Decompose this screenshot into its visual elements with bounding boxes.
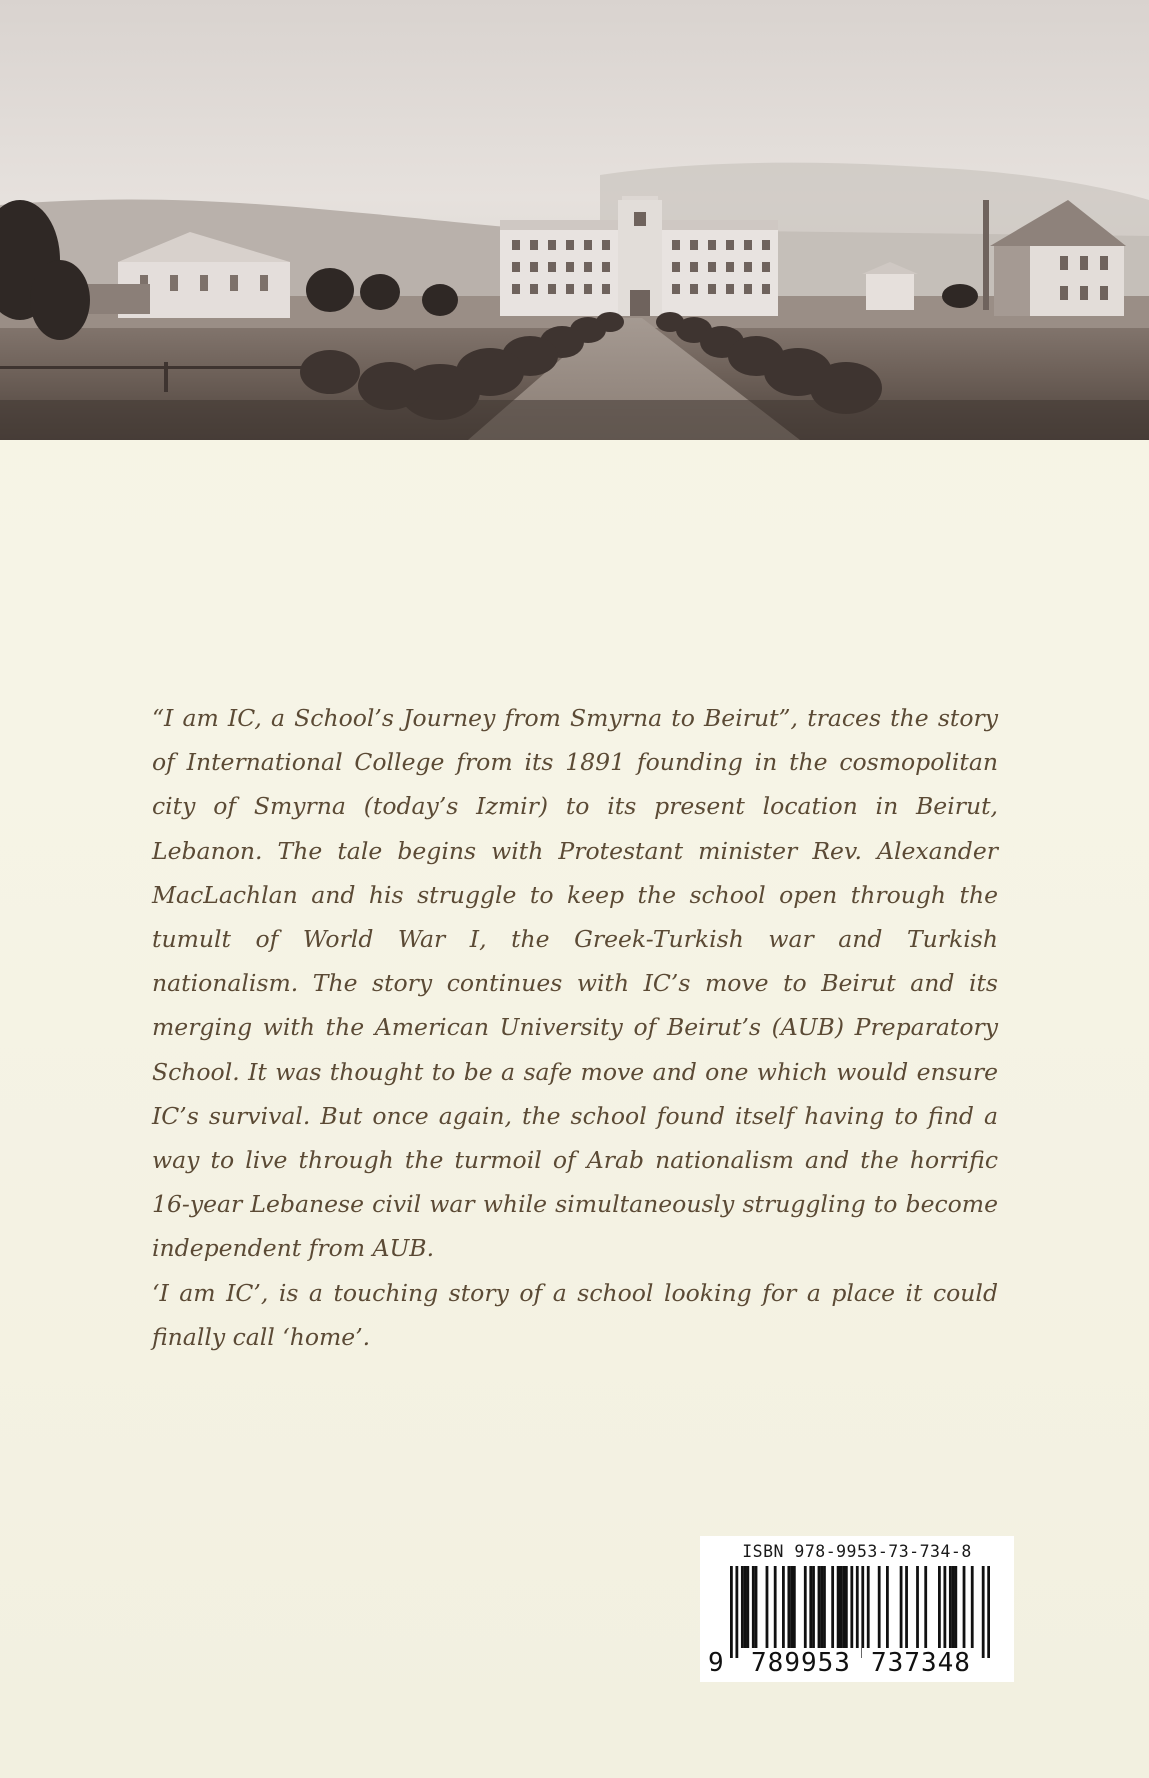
barcode-guard-bar [861, 1566, 864, 1658]
campus-photo [0, 0, 1149, 440]
barcode-bar [924, 1566, 927, 1648]
barcode-bar [774, 1566, 777, 1648]
foreground-shadow [0, 400, 1149, 440]
barcode-bar [842, 1566, 845, 1648]
barcode-bar [818, 1566, 821, 1648]
barcode-bar [971, 1566, 974, 1648]
barcode-bar [782, 1566, 785, 1648]
barcode-bar [823, 1566, 826, 1648]
barcode-bar [954, 1566, 957, 1648]
barcode-bar [949, 1566, 952, 1648]
barcode-bar [900, 1566, 903, 1648]
barcode-guard-bar [856, 1566, 859, 1658]
barcode-bar [744, 1566, 747, 1648]
fence-rail [0, 366, 310, 369]
isbn-label: ISBN 978-9953-73-734-8 [742, 1542, 972, 1561]
barcode-bars [730, 1566, 990, 1658]
barcode-bar [812, 1566, 815, 1648]
ean-first-digit: 9 [708, 1648, 724, 1678]
blurb-paragraph-2: ‘I am IC’, is a touching story of a school looking for a place it could finally call ‘home’. [152, 1278, 998, 1351]
ean-digits [700, 1648, 1014, 1682]
barcode-bar [766, 1566, 769, 1648]
barcode-guard-bar [735, 1566, 738, 1658]
isbn-barcode [700, 1536, 1014, 1682]
barcode-bar [850, 1566, 853, 1648]
barcode-guard-bar [730, 1566, 733, 1658]
barcode-bar [952, 1566, 955, 1648]
barcode-bar [809, 1566, 812, 1648]
barcode-bar [755, 1566, 758, 1648]
barcode-bar [886, 1566, 889, 1648]
blurb-paragraph-1: “I am IC, a School’s Journey from Smyrna to Beirut”, traces the story of International College from its 1891 founding in the cosmopolitan city of Smyrna (today’s Izmir) to its present location in Beirut, Lebanon. The tale begins with Protestant minister Rev. Alexander MacLachlan and his struggle to keep the school open through the tumult of World War I, the Greek-Turkish war and Turkish nationalism. The story continues with IC’s move to Beirut and its merging with the American University of Beirut’s (AUB) Preparatory School. It was thought to be a safe move and one which would ensure IC’s survival. But once again, the school found itself having to find a way to live through the turmoil of Arab nationalism and the horrific 16-year Lebanese civil war while simultaneously struggling to become independent from AUB. [152, 704, 998, 1263]
barcode-bar [905, 1566, 908, 1648]
barcode-bar [938, 1566, 941, 1648]
barcode-bar [839, 1566, 842, 1648]
barcode-bar [963, 1566, 966, 1648]
barcode-bar [752, 1566, 755, 1648]
campus-photo-illustration [0, 0, 1149, 440]
barcode-bar [837, 1566, 840, 1648]
barcode-bar [916, 1566, 919, 1648]
barcode-bar [790, 1566, 793, 1648]
blurb-text [152, 696, 998, 1359]
fence-post [164, 362, 168, 392]
barcode-bar [867, 1566, 870, 1648]
barcode-bar [820, 1566, 823, 1648]
barcode-bar [787, 1566, 790, 1648]
barcode-bar [741, 1566, 744, 1648]
barcode-bar [831, 1566, 834, 1648]
barcode-bar [804, 1566, 807, 1648]
barcode-bar [878, 1566, 881, 1648]
barcode-guard-bar [987, 1566, 990, 1658]
ean-right-group: 737348 [862, 1648, 980, 1678]
barcode-bar [943, 1566, 946, 1648]
ean-left-group: 789953 [742, 1648, 860, 1678]
barcode-guard-bar [982, 1566, 985, 1658]
barcode-bar [793, 1566, 796, 1648]
barcode-bar [845, 1566, 848, 1648]
barcode-bar [746, 1566, 749, 1648]
